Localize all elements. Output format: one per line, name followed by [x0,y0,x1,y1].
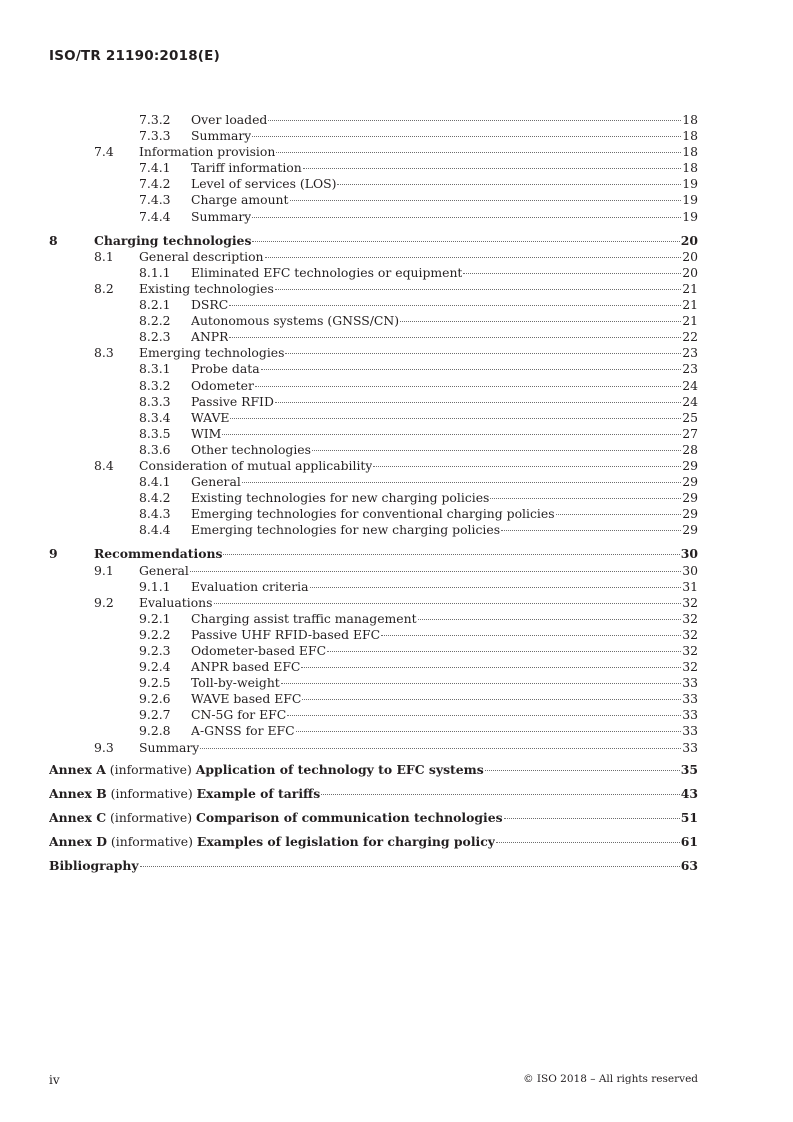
toc-entry[interactable] [49,361,698,377]
toc-entry-number: 7.4 [94,144,114,160]
annex-title: Comparison of communication technologies [195,809,503,825]
toc-entry-title: Other technologies [191,441,311,457]
dot-leader [252,217,681,218]
toc-entry[interactable] [49,144,698,160]
toc-annex-entry[interactable] [49,782,698,806]
toc-entry-page: 32 [682,626,698,642]
table-of-contents [49,112,698,878]
toc-entry-title: Level of services (LOS) [191,176,337,192]
toc-entry[interactable] [49,723,698,739]
annex-qualifier: (informative) [109,761,192,777]
toc-entry-page: 20 [682,248,698,264]
toc-entry-title: Eliminated EFC technologies or equipment [191,264,463,280]
toc-entry[interactable] [49,490,698,506]
toc-annex-page: 61 [680,833,698,849]
toc-annex-title [49,806,503,830]
toc-entry-title: Toll-by-weight [191,675,280,691]
toc-entry[interactable] [49,643,698,659]
toc-entry-title: DSRC [191,297,229,313]
toc-entry-number: 8.2.1 [139,297,171,313]
toc-entry-number: 7.4.4 [139,208,171,224]
toc-entry-page: 29 [682,457,698,473]
toc-entry[interactable] [49,458,698,474]
annex-label: Annex C [49,809,107,825]
toc-annex-page: 43 [680,785,698,801]
toc-annex-title [49,782,320,806]
dot-leader [310,587,682,588]
dot-leader [287,715,681,716]
bibliography-title: Bibliography [49,857,139,873]
toc-entry[interactable] [49,249,698,265]
toc-entry-title: ANPR based EFC [191,659,301,675]
toc-entry-page: 24 [682,393,698,409]
toc-entry-page: 31 [682,578,698,594]
toc-bibliography-entry[interactable] [49,854,698,878]
toc-entry-title: General [139,562,189,578]
toc-entry-number: 8.4.2 [139,490,171,506]
toc-entry[interactable] [49,474,698,490]
toc-entry-title: General description [139,248,264,264]
dot-leader [268,120,681,121]
toc-entry-title: Evaluations [139,594,213,610]
toc-entry-page: 23 [682,361,698,377]
toc-annex-page: 35 [680,761,698,777]
toc-entry-title: Information provision [139,144,276,160]
toc-entry-number: 8.1.1 [139,264,171,280]
toc-entry-page: 18 [682,128,698,144]
dot-leader [190,571,681,572]
toc-entry[interactable] [49,579,698,595]
toc-entry-number: 9.2.5 [139,675,171,691]
toc-entry-number: 8.2.2 [139,313,171,329]
toc-entry[interactable] [49,659,698,675]
toc-entry-number: 8.4.4 [139,522,171,538]
dot-leader [281,683,681,684]
toc-entry-title: ANPR [191,329,229,345]
toc-entry-page: 32 [682,643,698,658]
toc-entry-page: 27 [682,425,698,441]
dot-leader [261,369,682,370]
dot-leader [321,794,680,795]
toc-entry-page: 25 [682,409,698,425]
toc-entry-page: 22 [682,329,698,345]
toc-entry-number: 9.1 [94,562,114,578]
toc-annex-page: 51 [680,809,698,825]
annex-title: Examples of legislation for charging policy [196,833,495,849]
dot-leader [296,731,682,732]
toc-entry-number: 7.4.1 [139,160,171,176]
toc-entry[interactable] [49,691,698,707]
toc-entry-page: 29 [682,490,698,506]
toc-entry-number: 8.3.4 [139,409,171,425]
dot-leader [302,699,681,700]
toc-entry-number: 9.3 [94,739,114,755]
dot-leader [337,184,681,185]
toc-entry-page: 23 [682,345,698,361]
dot-leader [275,289,681,290]
toc-entry-page: 28 [682,441,698,457]
dot-leader [214,603,682,604]
dot-leader [373,466,681,467]
toc-entry-title: Summary [191,208,252,224]
dot-leader [230,418,681,419]
toc-entry-title: WIM [191,425,222,441]
toc-entry-page: 29 [682,506,698,522]
toc-entry-page: 29 [682,474,698,490]
toc-entry[interactable] [49,611,698,627]
toc-entry-number: 9.2.8 [139,723,171,739]
annex-qualifier: (informative) [110,833,193,849]
toc-entry[interactable] [49,426,698,442]
annex-qualifier: (informative) [110,809,193,825]
dot-leader [303,168,681,169]
toc-entry-title: Emerging technologies [139,345,285,361]
toc-entry-number: 8.2.3 [139,329,171,345]
toc-entry[interactable] [49,192,698,208]
toc-entry-number: 8.3.3 [139,393,171,409]
dot-leader [255,386,681,387]
page-number: iv [49,1073,60,1087]
toc-entry-title: Evaluation criteria [191,578,309,594]
dot-leader [229,305,681,306]
dot-leader [496,842,680,843]
toc-entry-page: 33 [682,691,698,707]
toc-entry[interactable] [49,707,698,723]
toc-entry-number: 8.3.1 [139,361,171,377]
toc-entry-number: 9.2.4 [139,659,171,675]
toc-entry-number: 9.2.3 [139,643,171,658]
toc-entry-page: 32 [682,610,698,626]
toc-entry[interactable] [49,675,698,691]
dot-leader [312,450,681,451]
toc-entry-number: 8 [49,232,58,248]
toc-entry[interactable] [49,546,698,562]
toc-entry-page: 19 [682,176,698,192]
toc-entry-page: 33 [682,723,698,739]
toc-entry-number: 9 [49,546,58,562]
toc-entry-page: 33 [682,739,698,755]
toc-entry-page: 21 [682,280,698,296]
dot-leader [229,337,681,338]
toc-entry-title: Passive UHF RFID-based EFC [191,626,381,642]
toc-entry[interactable] [49,281,698,297]
toc-entry-title: Autonomous systems (GNSS/CN) [191,313,400,329]
toc-entry[interactable] [49,627,698,643]
toc-entry-title: Over loaded [191,112,268,127]
toc-entry-title: Odometer-based EFC [191,643,327,658]
dot-leader [301,667,681,668]
toc-annex-entry[interactable] [49,758,698,782]
toc-entry[interactable] [49,209,698,225]
toc-entry-page: 32 [682,659,698,675]
toc-entry-page: 33 [682,707,698,723]
toc-entry-page: 30 [682,562,698,578]
toc-entry-page: 20 [682,264,698,280]
dot-leader [556,514,682,515]
toc-entry[interactable] [49,506,698,522]
toc-entry-page: 32 [682,594,698,610]
toc-entry-title: Charging technologies [94,232,252,248]
annex-qualifier: (informative) [110,785,193,801]
toc-entry-number: 8.4.1 [139,474,171,490]
annex-label: Annex B [49,785,107,801]
toc-entry-page: 29 [682,522,698,538]
toc-entry-page: 21 [682,297,698,313]
toc-entry-title: Probe data [191,361,260,377]
toc-entry-number: 9.2.7 [139,707,171,723]
dot-leader [290,200,682,201]
dot-leader [140,866,680,867]
dot-leader [223,554,679,555]
dot-leader [400,321,681,322]
toc-entry[interactable] [49,595,698,611]
toc-entry-number: 9.2 [94,594,114,610]
toc-entry-title: Summary [191,128,252,144]
toc-annex-title [49,758,484,782]
toc-entry-title: WAVE [191,409,230,425]
toc-entry-page: 19 [682,192,698,208]
dot-leader [327,651,681,652]
dot-leader [463,273,681,274]
dot-leader [490,498,681,499]
toc-entry[interactable] [49,233,698,249]
toc-entry-number: 9.2.1 [139,610,171,626]
toc-entry[interactable] [49,176,698,192]
annex-title: Example of tariffs [196,785,321,801]
dot-leader [381,635,681,636]
toc-entry[interactable] [49,297,698,313]
toc-entry-title: General [191,474,241,490]
dot-leader [265,257,682,258]
toc-entry-title: WAVE based EFC [191,691,302,707]
toc-entry-number: 8.3 [94,345,114,361]
toc-entry-number: 8.3.6 [139,441,171,457]
toc-entry-number: 7.3.3 [139,128,171,144]
toc-annex-entry[interactable] [49,830,698,854]
toc-entry-number: 8.3.5 [139,425,171,441]
toc-entry[interactable] [49,410,698,426]
toc-entry[interactable] [49,394,698,410]
dot-leader [252,136,681,137]
copyright-notice: © ISO 2018 – All rights reserved [523,1073,698,1085]
toc-entry-page: 18 [682,160,698,176]
dot-leader [200,748,681,749]
toc-entry-number: 8.2 [94,280,114,296]
document-id: ISO/TR 21190:2018(E) [49,48,220,64]
annex-label: Annex D [49,833,107,849]
dot-leader [485,770,680,771]
dot-leader [504,818,680,819]
toc-entry-title: Consideration of mutual applicability [139,457,373,473]
dot-leader [242,482,681,483]
toc-entry-page: 21 [682,313,698,329]
dot-leader [275,402,681,403]
toc-entry-title: Existing technologies for new charging policies [191,490,490,506]
toc-entry[interactable] [49,313,698,329]
toc-entry-page: 18 [682,112,698,127]
toc-entry-title: Passive RFID [191,393,274,409]
toc-entry-page: 33 [682,675,698,691]
toc-entry-page: 18 [682,144,698,160]
toc-entry-title: Odometer [191,377,254,393]
dot-leader [285,353,681,354]
toc-entry-title: Emerging technologies for conventional charging policies [191,506,555,522]
dot-leader [501,530,681,531]
toc-entry-title: Recommendations [94,546,223,562]
toc-entry[interactable] [49,345,698,361]
toc-entry[interactable] [49,329,698,345]
annex-title: Application of technology to EFC systems [195,761,484,777]
toc-entry[interactable] [49,160,698,176]
toc-annex-entry[interactable] [49,806,698,830]
toc-entry-number: 7.4.2 [139,176,171,192]
toc-entry-number: 8.3.2 [139,377,171,393]
toc-entry-number: 7.4.3 [139,192,171,208]
toc-entry[interactable] [49,522,698,538]
toc-entry-number: 9.2.2 [139,626,171,642]
toc-entry-number: 8.1 [94,248,114,264]
toc-entry[interactable] [49,265,698,281]
toc-entry-number: 7.3.2 [139,112,171,127]
toc-entry-number: 8.4 [94,457,114,473]
toc-entry-page: 30 [680,546,698,562]
dot-leader [418,619,682,620]
toc-entry-title: CN-5G for EFC [191,707,287,723]
toc-entry[interactable] [49,112,698,128]
annex-label: Annex A [49,761,106,777]
toc-entry-title: Emerging technologies for new charging policies [191,522,501,538]
toc-entry-page: 19 [682,208,698,224]
toc-entry-page: 20 [680,232,698,248]
dot-leader [276,152,681,153]
toc-entry-title: Existing technologies [139,280,274,296]
toc-entry-title: Charging assist traffic management [191,610,417,626]
toc-entry-title: Charge amount [191,192,289,208]
toc-entry-number: 9.2.6 [139,691,171,707]
dot-leader [252,241,679,242]
toc-entry-title: Summary [139,739,200,755]
toc-entry[interactable] [49,740,698,756]
toc-entry[interactable] [49,442,698,458]
bibliography-page: 63 [680,857,698,873]
toc-entry-title: Tariff information [191,160,302,176]
dot-leader [222,434,681,435]
toc-entry-number: 8.4.3 [139,506,171,522]
toc-entry[interactable] [49,378,698,394]
toc-annex-title [49,830,495,854]
toc-entry-page: 24 [682,377,698,393]
toc-entry-title: A-GNSS for EFC [191,723,295,739]
toc-entry[interactable] [49,563,698,579]
toc-entry-number: 9.1.1 [139,578,171,594]
toc-entry[interactable] [49,128,698,144]
